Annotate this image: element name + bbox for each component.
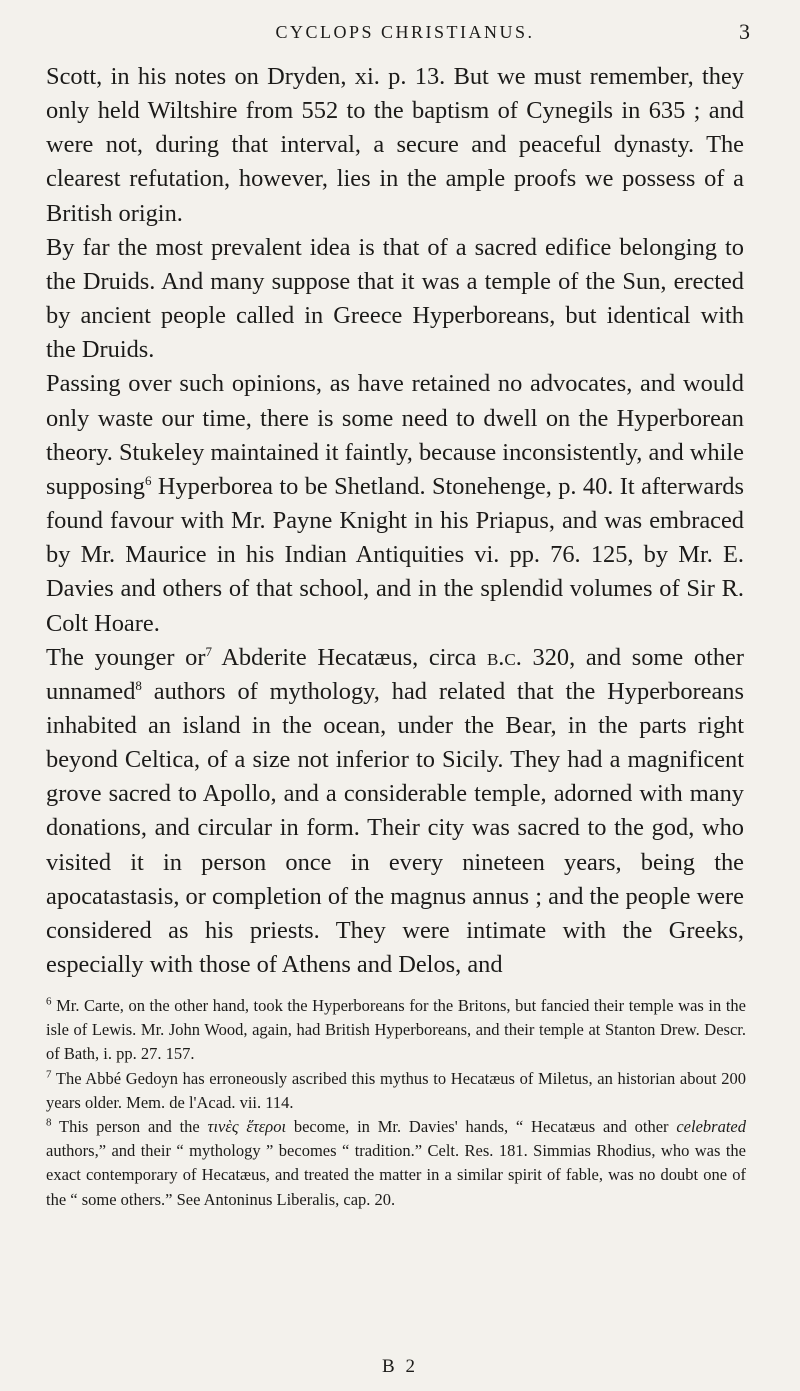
paragraph-3-text-b: Hyperborea to be Shetland. Stonehenge, p. 40. It afterwards found favour with Mr. Payne Knight in his Priapus, and was embraced by Mr. Maurice in his Indian Antiquities vi. pp. 76. 125, by Mr. E. Davies and others of that school, and in the splendid volumes of Sir R. Colt Hoare. — [46, 472, 744, 637]
bc-abbreviation: b.c. — [486, 643, 522, 671]
paragraph-1 — [46, 60, 744, 231]
paragraph-2-text: By far the most prevalent idea is that of a sacred edifice belonging to the Druids. And many suppose that it was a temple of the Sun, erected by ancient people called in Greece Hyperboreans, but identical with the Druids. — [46, 233, 744, 364]
footnote-8-text-b: become, in Mr. Davies' hands, “ Hecatæus and other — [286, 1117, 677, 1137]
paragraph-1-text: Scott, in his notes on Dryden, xi. p. 13. But we must remember, they only held Wiltshire from 552 to the baptism of Cynegils in 635 ; and were not, during that interval, a secure and peaceful dynasty. The clearest refutation, however, lies in the ample proofs we possess of a British origin. — [46, 63, 744, 227]
footnote-7-mark: 7 — [46, 1068, 52, 1081]
paragraph-4-text-a: The younger or — [46, 643, 206, 671]
footnote-6-mark: 6 — [46, 995, 52, 1008]
footnote-6 — [46, 994, 746, 1067]
paragraph-4 — [46, 641, 744, 983]
footnote-8 — [46, 1115, 746, 1212]
footnote-8-mark: 8 — [46, 1116, 52, 1129]
footnote-ref-7: 7 — [205, 643, 212, 659]
page-number: 3 — [739, 19, 750, 44]
footnote-8-text-c: authors,” and their “ mythology ” becomes “ tradition.” Celt. Res. 181. Simmias Rhodius, who was the exact contemporary of Hecatæus, and treated the matter in a similar spirit of fable, was no doubt one of the “ some others.” See Antoninus Liberalis, cap. 20. — [46, 1141, 746, 1209]
paragraph-3 — [46, 367, 744, 640]
main-text — [46, 60, 744, 982]
paragraph-2 — [46, 231, 744, 368]
footnote-7-text: The Abbé Gedoyn has erroneously ascribed this mythus to Hecatæus of Miletus, an historian about 200 years older. Mem. de l'Acad. vii. 114. — [46, 1068, 746, 1112]
footnotes — [46, 994, 746, 1212]
paragraph-4-text-b: Abderite Hecatæus, circa — [212, 643, 487, 671]
running-title: CYCLOPS CHRISTIANUS. — [275, 22, 535, 42]
footnote-7 — [46, 1067, 746, 1115]
footnote-6-text: Mr. Carte, on the other hand, took the Hyperboreans for the Britons, but fancied their temple was in the isle of Lewis. Mr. John Wood, again, had British Hyperboreans, and their temple at Stanton Drew. Descr. of Bath, i. pp. 27. 157. — [46, 996, 746, 1064]
footnote-ref-6: 6 — [144, 472, 152, 488]
paragraph-4-text-c: 320, and some other unnamed — [46, 643, 744, 705]
footnote-ref-8: 8 — [135, 677, 142, 693]
page-header — [60, 19, 750, 52]
signature-mark: B 2 — [382, 1356, 418, 1377]
footnote-8-italic: celebrated — [676, 1117, 746, 1137]
paragraph-3-text-a: Passing over such opinions, as have retained no advocates, and would only waste our time, there is some need to dwell on the Hyperborean theory. Stukeley maintained it faintly, because inconsistently, and while supposing — [46, 370, 744, 500]
footnote-8-text-a: This person and the — [51, 1117, 208, 1137]
footnote-8-greek: τινὲς ἕτεροι — [207, 1117, 287, 1137]
paragraph-4-text-d: authors of mythology, had related that the Hyperboreans inhabited an island in the ocean, under the Bear, in the parts right beyond Celtica, of a size not inferior to Sicily. They had a magnificent grove sacred to Apollo, and a considerable temple, adorned with many donations, and circular in form. Their city was sacred to the god, who visited it in person once in every nineteen years, being the apocatastasis, or completion of the magnus annus ; and the people were considered as his priests. They were intimate with the Greeks, especially with those of Athens and Delos, and — [46, 677, 744, 979]
